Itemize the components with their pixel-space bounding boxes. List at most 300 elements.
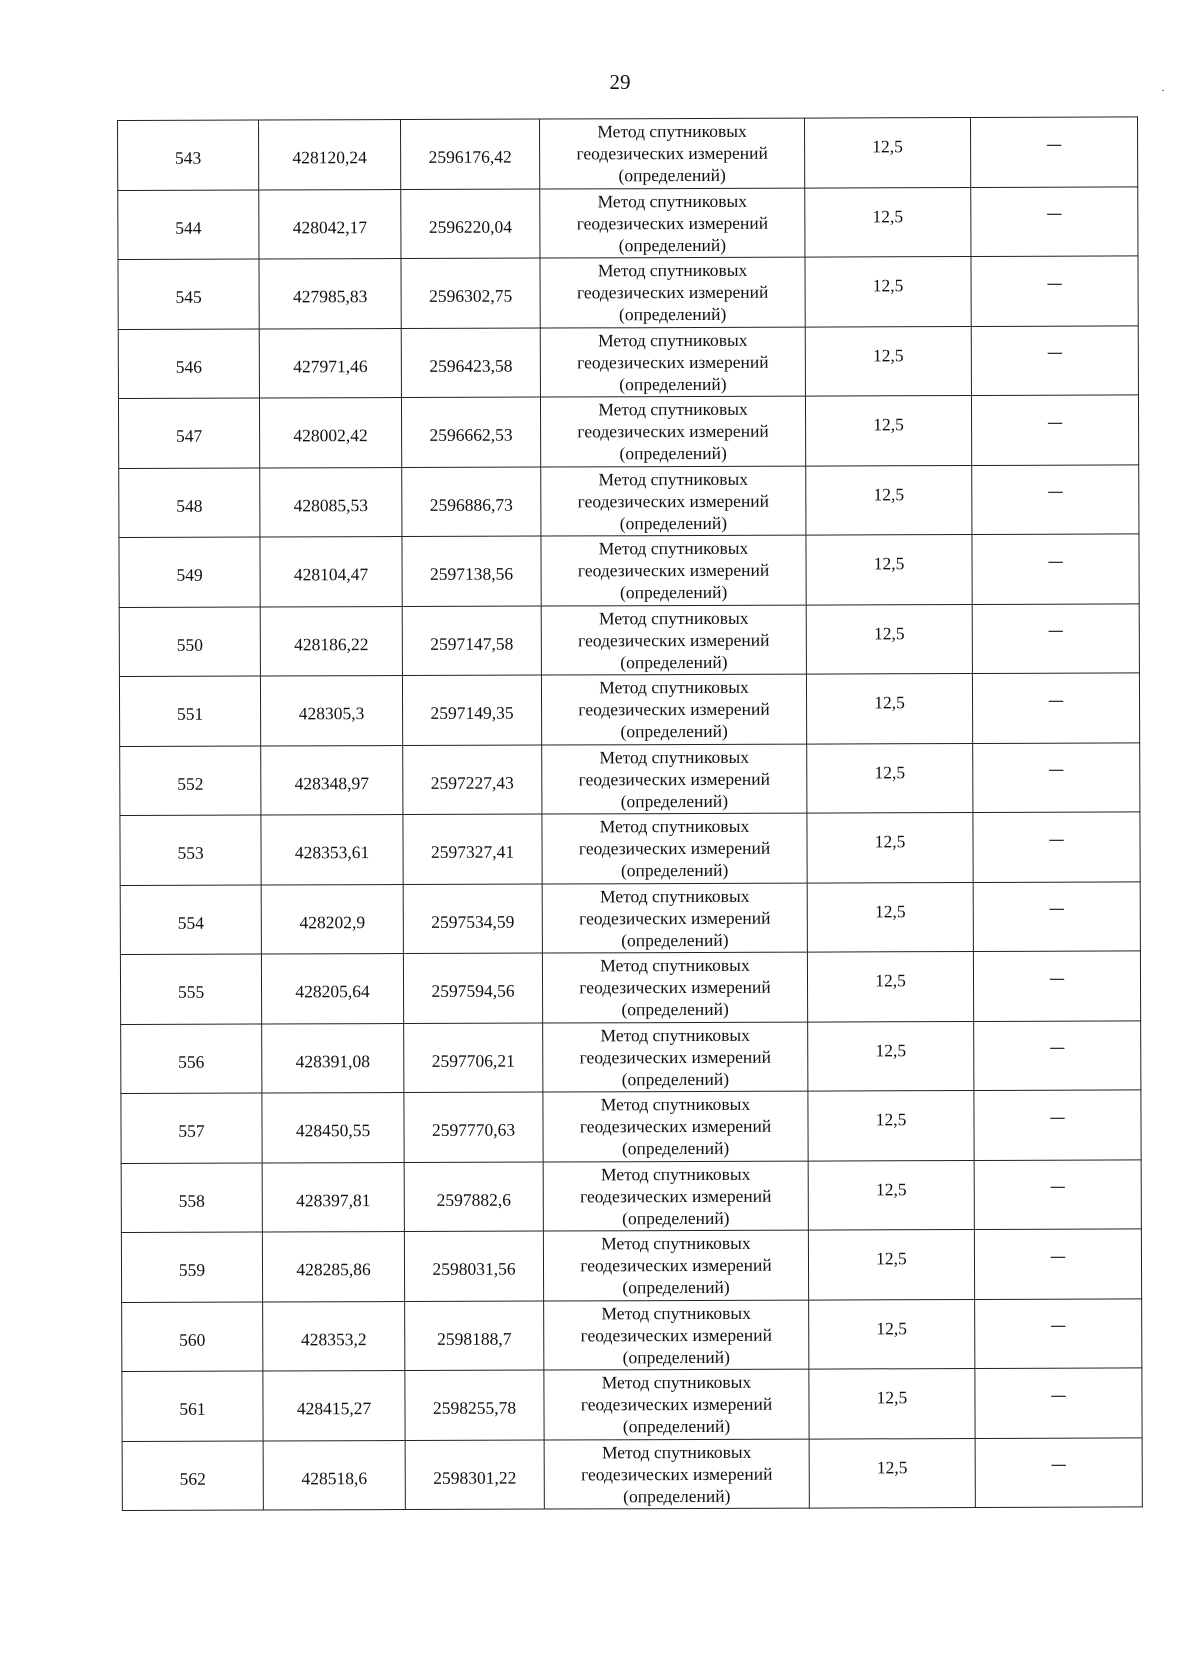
method-text-line: Метод спутниковых [600, 955, 750, 976]
coordinate-y: 2597149,35 [430, 702, 514, 724]
dash-value-cell [971, 395, 1138, 465]
accuracy-value: 12,5 [873, 623, 905, 644]
dash-value: — [1049, 1107, 1066, 1127]
method-text-line: (определений) [620, 721, 728, 742]
coordinate-x-cell [262, 1232, 404, 1302]
method-cell [540, 188, 805, 258]
point-number-cell [119, 537, 260, 607]
method-text-line: (определений) [620, 790, 729, 811]
coordinate-y-cell [404, 1092, 543, 1162]
point-number-cell [121, 1093, 262, 1163]
dash-value-cell [974, 1159, 1141, 1229]
coordinate-y: 2598031,56 [432, 1258, 516, 1280]
point-number-cell [119, 676, 260, 746]
dash-value-cell [972, 673, 1139, 743]
coordinate-x: 428042,17 [292, 216, 368, 238]
dash-value: — [1048, 968, 1066, 988]
method-text-line: (определений) [621, 1068, 730, 1089]
method-text-line: (определений) [621, 1138, 730, 1159]
dash-value-cell [973, 742, 1140, 812]
method-text-line: геодезических измерений [580, 1185, 772, 1207]
coordinate-x: 428415,27 [296, 1398, 372, 1419]
method-cell [543, 1091, 808, 1161]
method-cell [539, 118, 804, 188]
accuracy-value: 12,5 [872, 206, 904, 227]
method-text-line: геодезических измерений [577, 351, 769, 373]
coordinate-x: 428353,61 [294, 842, 370, 863]
coordinate-y-cell [401, 119, 540, 189]
coordinate-x-cell [260, 467, 402, 537]
dash-value-cell [973, 812, 1140, 882]
coordinate-y-cell [404, 1231, 543, 1301]
dash-value: — [1047, 551, 1064, 571]
coordinate-y-cell [402, 467, 541, 537]
method-text-line: Метод спутниковых [598, 607, 749, 629]
point-number-cell [118, 120, 259, 190]
point-number: 561 [179, 1398, 206, 1420]
method-text-line: Метод спутниковых [598, 538, 749, 559]
method-text-line: Метод спутниковых [601, 1372, 752, 1393]
method-text-line: Метод спутниковых [598, 468, 749, 490]
accuracy-value-cell [805, 257, 971, 327]
coordinate-y-cell [401, 189, 540, 259]
dash-value-cell [974, 1020, 1141, 1090]
table-row [121, 1090, 1141, 1163]
coordinate-x-cell [259, 189, 401, 259]
scan-speck [1162, 90, 1164, 91]
coordinate-x: 427985,83 [292, 286, 368, 307]
method-text-line: Метод спутниковых [600, 1163, 751, 1185]
point-number: 554 [177, 912, 204, 933]
coordinate-x-cell [262, 1162, 404, 1232]
coordinate-x: 428002,42 [293, 425, 368, 446]
method-cell [543, 1230, 808, 1300]
coordinate-x: 428186,22 [294, 633, 369, 655]
accuracy-value: 12,5 [875, 1040, 907, 1061]
dash-value: — [1050, 1315, 1067, 1335]
coordinate-x: 428518,6 [301, 1467, 368, 1489]
point-number: 545 [175, 286, 202, 308]
method-cell [542, 883, 807, 953]
point-number: 555 [177, 981, 205, 1003]
dash-value: — [1050, 1454, 1067, 1474]
coordinate-y-cell [405, 1440, 544, 1510]
coordinate-x-cell [261, 954, 403, 1024]
dash-value-cell [973, 881, 1140, 951]
coordinate-y: 2597882,6 [436, 1189, 511, 1210]
method-text-line: Метод спутниковых [601, 1302, 751, 1324]
point-number: 544 [175, 217, 202, 238]
point-number-cell [119, 607, 260, 677]
coordinate-y: 2597327,41 [430, 841, 515, 863]
point-number-cell [120, 746, 261, 816]
dash-value-cell [975, 1298, 1142, 1368]
table-row [122, 1368, 1142, 1441]
method-text-line: (определений) [622, 1207, 730, 1228]
method-text-line: геодезических измерений [579, 1046, 771, 1068]
method-cell [543, 1161, 808, 1231]
point-number: 547 [175, 425, 203, 447]
method-text-line: Метод спутниковых [597, 121, 747, 142]
method-text-line: (определений) [622, 1416, 731, 1437]
accuracy-value-cell [805, 326, 971, 396]
point-number: 552 [177, 773, 204, 794]
coordinate-x-cell [262, 1093, 404, 1163]
coordinate-x: 428353,2 [300, 1328, 367, 1350]
method-text-line: Метод спутниковых [598, 399, 748, 420]
accuracy-value-cell [808, 1021, 974, 1091]
accuracy-value: 12,5 [876, 1387, 908, 1408]
coordinate-y: 2597138,56 [429, 563, 514, 585]
method-text-line: Метод спутниковых [599, 677, 749, 698]
coordinate-y: 2598255,78 [432, 1397, 517, 1419]
coordinate-y-cell [404, 1023, 543, 1093]
accuracy-value-cell [806, 535, 972, 605]
coordinate-x: 428104,47 [293, 564, 369, 585]
coordinate-y: 2597534,59 [431, 911, 515, 932]
accuracy-value-cell [806, 674, 972, 744]
method-text-line: Метод спутниковых [599, 746, 749, 768]
accuracy-value: 12,5 [874, 831, 906, 852]
accuracy-value-cell [809, 1369, 975, 1439]
coordinate-x-cell [263, 1440, 405, 1510]
point-number-cell [120, 815, 261, 885]
method-text-line: геодезических измерений [576, 281, 769, 303]
method-text-line: Метод спутниковых [601, 1441, 752, 1463]
point-number: 550 [176, 634, 203, 655]
dash-value-cell [972, 603, 1139, 673]
point-number: 560 [179, 1329, 206, 1350]
table-row [122, 1437, 1142, 1510]
dash-value: — [1048, 759, 1065, 780]
table-row [118, 325, 1138, 398]
table-row [120, 881, 1140, 954]
dash-value: — [1047, 690, 1065, 710]
coordinate-x-cell [260, 606, 402, 676]
coordinate-y: 2596662,53 [429, 424, 513, 446]
coordinate-x-cell [263, 1371, 405, 1441]
accuracy-value-cell [807, 952, 973, 1022]
method-text-line: геодезических измерений [579, 976, 771, 998]
point-number-cell [118, 329, 259, 399]
method-cell [544, 1439, 809, 1509]
method-text-line: геодезических измерений [581, 1463, 773, 1485]
method-text-line: (определений) [618, 234, 727, 255]
method-text-line: Метод спутниковых [601, 1233, 751, 1254]
method-text-line: геодезических измерений [576, 212, 769, 234]
dash-value-cell [970, 117, 1137, 187]
method-cell [543, 1022, 808, 1092]
method-cell [540, 396, 805, 466]
table-row [118, 395, 1138, 468]
coordinate-x-cell [259, 328, 401, 398]
method-text-line: (определений) [619, 373, 727, 394]
coordinate-y-cell [401, 397, 540, 467]
page-number: 29 [609, 70, 631, 94]
method-text-line: Метод спутниковых [600, 1094, 751, 1115]
accuracy-value-cell [809, 1299, 975, 1369]
coordinate-x: 427971,46 [293, 355, 368, 377]
method-text-line: геодезических измерений [577, 420, 769, 442]
table-row [118, 256, 1138, 329]
dash-value-cell [972, 464, 1139, 534]
method-cell [540, 327, 805, 397]
method-text-line: геодезических измерений [579, 1115, 772, 1137]
table-row [120, 812, 1140, 885]
coordinate-x: 428285,86 [296, 1259, 371, 1280]
dash-value-cell [971, 256, 1138, 326]
dash-value: — [1049, 1246, 1067, 1266]
point-number-cell [118, 398, 259, 468]
accuracy-value: 12,5 [872, 136, 903, 157]
accuracy-value: 12,5 [875, 1109, 907, 1130]
dash-value: — [1046, 203, 1063, 224]
table-row [118, 117, 1138, 190]
accuracy-value-cell [805, 187, 971, 257]
accuracy-value: 12,5 [873, 414, 904, 435]
method-text-line: Метод спутниковых [598, 329, 748, 351]
method-text-line: (определений) [619, 512, 728, 533]
accuracy-value: 12,5 [874, 692, 905, 713]
accuracy-value-cell [807, 813, 973, 883]
accuracy-value: 12,5 [875, 970, 906, 991]
method-text-line: Метод спутниковых [597, 190, 748, 212]
method-text-line: (определений) [621, 929, 729, 950]
dash-value: — [1049, 1037, 1066, 1058]
dash-value-cell [971, 186, 1138, 256]
dash-value: — [1049, 1176, 1066, 1197]
point-number-cell [122, 1371, 263, 1441]
dash-value-cell [972, 534, 1139, 604]
accuracy-value-cell [809, 1438, 975, 1508]
dash-value: — [1047, 412, 1064, 432]
method-text-line: (определений) [623, 1485, 731, 1506]
coordinate-x-cell [262, 1023, 404, 1093]
dash-value-cell [973, 951, 1140, 1021]
point-number: 559 [178, 1259, 206, 1281]
table-row [118, 186, 1138, 259]
method-cell [541, 535, 806, 605]
dash-value: — [1048, 898, 1065, 919]
accuracy-value-cell [807, 743, 973, 813]
coordinate-y-cell [403, 745, 542, 815]
point-number: 549 [176, 564, 203, 586]
accuracy-value: 12,5 [873, 553, 905, 574]
coordinate-x: 428348,97 [294, 772, 370, 794]
coordinate-y: 2596176,42 [428, 146, 512, 168]
table-row [121, 1229, 1141, 1302]
accuracy-value: 12,5 [876, 1456, 908, 1478]
coordinate-x: 428205,64 [295, 981, 370, 1002]
accuracy-value-cell [806, 465, 972, 535]
method-text-line: геодезических измерений [578, 698, 770, 720]
dash-value-cell [974, 1090, 1141, 1160]
coordinate-x-cell [261, 884, 403, 954]
coordinate-y-cell [401, 328, 540, 398]
method-text-line: (определений) [622, 1277, 730, 1298]
accuracy-value: 12,5 [876, 1248, 907, 1269]
coordinates-table [117, 116, 1143, 1511]
accuracy-value: 12,5 [875, 1179, 907, 1200]
method-text-line: (определений) [619, 443, 727, 464]
coordinate-x: 428397,81 [296, 1189, 371, 1211]
method-text-line: Метод спутниковых [599, 885, 750, 907]
point-number-cell [121, 1162, 262, 1232]
coordinate-y-cell [401, 258, 540, 328]
table-row [121, 1159, 1141, 1232]
dash-value: — [1048, 829, 1065, 849]
dash-value: — [1050, 1385, 1067, 1405]
dash-value-cell [974, 1229, 1141, 1299]
coordinate-y: 2596220,04 [428, 216, 512, 237]
dash-value: — [1047, 481, 1064, 502]
method-text-line: геодезических измерений [580, 1324, 772, 1346]
method-text-line: Метод спутниковых [599, 816, 750, 837]
coordinate-x: 428085,53 [293, 494, 369, 516]
dash-value: — [1047, 620, 1064, 641]
table-row [119, 673, 1139, 746]
coordinate-y: 2596302,75 [429, 285, 513, 307]
coordinate-y-cell [402, 606, 541, 676]
method-text-line: Метод спутниковых [597, 260, 748, 281]
accuracy-value: 12,5 [872, 275, 904, 296]
point-number-cell [122, 1440, 263, 1510]
coordinate-y-cell [403, 884, 542, 954]
coordinate-x-cell [260, 537, 402, 607]
coordinate-y-cell [402, 675, 541, 745]
coordinate-y: 2596886,73 [429, 494, 513, 515]
point-number: 546 [175, 356, 203, 377]
accuracy-value: 12,5 [874, 901, 906, 922]
coordinate-y-cell [402, 536, 541, 606]
coordinate-y: 2597227,43 [430, 772, 514, 793]
point-number: 543 [174, 147, 202, 169]
coordinate-x-cell [261, 745, 403, 815]
method-text-line: (определений) [621, 999, 729, 1020]
method-text-line: геодезических измерений [580, 1393, 773, 1415]
method-text-line: (определений) [618, 165, 726, 186]
point-number-cell [121, 1024, 262, 1094]
point-number-cell [122, 1301, 263, 1371]
accuracy-value-cell [808, 1160, 974, 1230]
method-text-line: (определений) [622, 1346, 731, 1367]
coordinate-y: 2596423,58 [429, 355, 513, 376]
coordinate-y-cell [403, 953, 542, 1023]
method-cell [540, 257, 805, 327]
dash-value-cell [975, 1437, 1142, 1507]
table-row [119, 534, 1139, 607]
dash-value: — [1046, 342, 1063, 363]
coordinate-x-cell [259, 259, 401, 329]
point-number-cell [120, 954, 261, 1024]
coordinate-y: 2597594,56 [431, 980, 515, 1002]
method-text-line: (определений) [619, 582, 728, 603]
method-text-line: геодезических измерений [577, 490, 770, 512]
accuracy-value-cell [808, 1230, 974, 1300]
point-number-cell [120, 885, 261, 955]
dash-value-cell [975, 1368, 1142, 1438]
coordinate-x: 428305,3 [298, 703, 365, 724]
method-text-line: Метод спутниковых [600, 1024, 750, 1046]
point-number-cell [119, 468, 260, 538]
accuracy-value: 12,5 [873, 484, 905, 505]
accuracy-value-cell [808, 1091, 974, 1161]
coordinate-y: 2597147,58 [430, 633, 514, 654]
coordinate-y-cell [403, 814, 542, 884]
method-text-line: геодезических измерений [578, 837, 771, 859]
coordinate-x-cell [260, 676, 402, 746]
method-text-line: (определений) [618, 304, 727, 325]
coordinate-y: 2598301,22 [433, 1467, 517, 1488]
method-cell [544, 1369, 809, 1439]
method-cell [544, 1300, 809, 1370]
accuracy-value-cell [807, 882, 973, 952]
method-text-line: геодезических измерений [577, 559, 770, 581]
accuracy-value-cell [806, 604, 972, 674]
method-text-line: (определений) [620, 651, 728, 672]
accuracy-value: 12,5 [874, 762, 906, 783]
accuracy-value: 12,5 [872, 345, 904, 366]
method-text-line: геодезических измерений [578, 629, 770, 651]
coordinate-x: 428202,9 [299, 911, 366, 933]
point-number: 556 [178, 1051, 205, 1072]
coordinate-x: 428450,55 [295, 1120, 371, 1141]
point-number: 551 [176, 703, 204, 725]
method-text-line: (определений) [620, 860, 729, 881]
method-cell [542, 952, 807, 1022]
dash-value-cell [971, 325, 1138, 395]
point-number-cell [121, 1232, 262, 1302]
point-number-cell [118, 259, 259, 329]
point-number: 553 [177, 842, 204, 864]
accuracy-value-cell [805, 396, 971, 466]
coordinate-y-cell [404, 1162, 543, 1232]
method-cell [542, 813, 807, 883]
coordinate-y: 2597770,63 [431, 1119, 516, 1141]
coordinate-x-cell [259, 398, 401, 468]
dash-value: — [1046, 134, 1063, 154]
dash-value: — [1046, 273, 1063, 293]
point-number: 562 [179, 1468, 206, 1489]
coordinate-y-cell [405, 1301, 544, 1371]
coordinate-x-cell [259, 120, 401, 190]
table-row [122, 1298, 1142, 1371]
accuracy-value: 12,5 [876, 1317, 908, 1339]
method-text-line: геодезических измерений [578, 768, 771, 790]
table-row [121, 1020, 1141, 1093]
coordinates-table-body [118, 117, 1143, 1511]
point-number: 548 [176, 495, 203, 516]
coordinate-x-cell [263, 1301, 405, 1371]
coordinate-x: 428391,08 [295, 1050, 371, 1072]
accuracy-value-cell [804, 118, 970, 188]
method-cell [542, 744, 807, 814]
method-text-line: геодезических измерений [580, 1254, 772, 1276]
method-text-line: геодезических измерений [576, 142, 768, 164]
coordinate-x: 428120,24 [292, 147, 367, 168]
coordinate-y: 2598188,7 [437, 1328, 512, 1349]
point-number-cell [118, 190, 259, 260]
method-text-line: геодезических измерений [579, 907, 771, 929]
coordinate-y: 2597706,21 [431, 1050, 515, 1071]
table-row [120, 742, 1140, 815]
table-row [120, 951, 1140, 1024]
coordinate-y-cell [405, 1370, 544, 1440]
point-number: 558 [178, 1190, 205, 1211]
table-row [119, 464, 1139, 537]
coordinates-table-container [117, 116, 1142, 1511]
method-cell [541, 466, 806, 536]
